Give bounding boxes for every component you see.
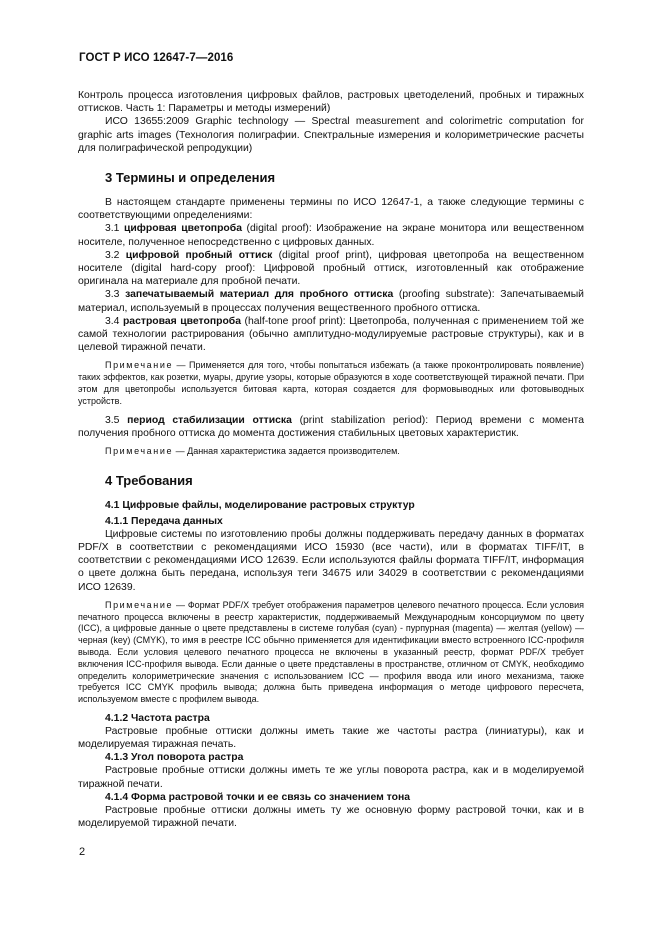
term-3-5 [78, 414, 584, 440]
term-number: 3.3 [105, 289, 126, 301]
term-3-3 [78, 288, 584, 314]
reference-continuation: Контроль процесса изготовления цифровых файлов, растровых цветоделений, пробных и тиражных оттисков. Часть 1: Параметры и методы измерений) [78, 90, 584, 115]
page-number: 2 [79, 846, 86, 858]
section-3-intro: В настоящем стандарте применены термины по ИСО 12647-1, а также следующие термины с соответствующими определениями: [78, 197, 584, 222]
term-definition: (half-tone proof print): Цветопроба, полученная с применением той же самой технологии растрирования (обычно амплитудно-модулируемые растровые структуры), как и в целевой тиражной печати. [78, 315, 584, 354]
note-label: Примечание [105, 599, 174, 610]
term-name: запечатываемый материал для пробного оттиска [125, 289, 394, 301]
term-number: 3.2 [105, 249, 126, 261]
section-3-heading: 3 Термины и определения [105, 170, 276, 186]
note-label: Примечание [105, 446, 174, 457]
note-3-5 [78, 446, 584, 458]
term-3-2 [78, 249, 584, 289]
term-number: 3.4 [105, 315, 123, 327]
note-text: — Формат PDF/X требует отображения параметров целевого печатного процесса. Если условия печатного процесса включены в реестр характеристик, поддерживаемый Международным консорциумом по цвету (ICC), а цифровые данные о цвете представлены в системе голубая (cyan) - пурпурная (magenta) — желтая (yellow) — черная (key) (CMYK), то имя в реестре ICC обычно применяется для идентификации вместо встроенного ICC-профиля вывода. Если условия целевого печатного процесса не включены в указанный реестр, формат PDF/X требует включения ICC-профиля вывода. Если данные о цвете представлены в пространстве, отличном от CMYK, необходимо определить колориметрические значения с использованием ICC — профиля ввода или иного механизма, также требуется ICC CMYK профиль вывода; должна быть приведена информация о методе цифрового пересчета, используемом вместе с профилем вывода. [78, 599, 584, 705]
note-4-1-1 [78, 600, 584, 706]
term-definition: (proofing substrate): Запечатываемый материал, используемый в процессах получения вещественного пробного оттиска. [78, 289, 584, 314]
term-name: цифровая цветопроба [124, 223, 242, 235]
term-name: растровая цветопроба [122, 315, 241, 327]
subsection-4-1-3-heading: 4.1.3 Угол поворота растра [105, 752, 244, 764]
note-3-4 [78, 360, 584, 407]
term-definition: (digital proof): Изображение на экране монитора или вещественном носителе, полученное непосредственно с цифровых данных. [78, 223, 585, 248]
term-name: цифровой пробный оттиск [125, 249, 273, 261]
term-3-4 [78, 315, 584, 355]
subsection-4-1-4-heading: 4.1.4 Форма растровой точки и ее связь со значением тона [105, 791, 411, 803]
note-text: — Применяется для того, чтобы попытаться избежать (а также проконтролировать появление) таких эффектов, как розетки, муары, другие узоры, которые образуются в ходе соответствующей тиражной печати. При этом для цветопробы используется битовая карта, которая создается для формовыводных или фотовыводных устройств. [78, 360, 584, 406]
note-text: — Данная характеристика задается производителем. [173, 446, 400, 457]
subsection-4-1-3-text: Растровые пробные оттиски должны иметь те же углы поворота растра, как и в моделируемой тиражной печати. [78, 765, 584, 790]
term-name: период стабилизации оттиска [127, 414, 292, 426]
subsection-4-1-1-text: Цифровые системы по изготовлению пробы должны поддерживать передачу данных в форматах PDF/X в соответствии с рекомендациями ИСО 15930 (все части), или в форматах TIFF/IT, в соответствии с рекомендациями ИСО 12639. Если используются файлы формата TIFF/IT, информация о цвете должна быть передана, используя теги 34675 или 34029 в соответствии с рекомендациями ИСО 12639. [78, 528, 584, 593]
subsection-4-1-4-text: Растровые пробные оттиски должны иметь ту же основную форму растровой точки, как и в моделируемой тиражной печати. [78, 804, 584, 830]
term-definition: (print stabilization period): Период времени с момента получения пробного оттиска до момента достижения стабильных цветовых характеристик. [78, 414, 584, 439]
document-header: ГОСТ Р ИСО 12647-7—2016 [79, 52, 234, 64]
subsection-4-1-heading: 4.1 Цифровые файлы, моделирование растровых структур [105, 499, 415, 511]
term-3-1 [78, 222, 584, 248]
term-number: 3.5 [105, 414, 128, 426]
note-label: Примечание [105, 360, 174, 371]
term-definition: (digital proof print), цифровая цветопроба на вещественном носителе (digital hard-copy proof): Цифровой пробный оттиск, изготовленный как отображение оригинала на материале для пробной печати. [78, 249, 584, 288]
section-4-heading: 4 Требования [105, 472, 193, 488]
subsection-4-1-2-heading: 4.1.2 Частота растра [105, 713, 210, 725]
document-body [78, 89, 584, 830]
term-number: 3.1 [105, 223, 125, 235]
subsection-4-1-2-text: Растровые пробные оттиски должны иметь такие же частоты растра (линиатуры), как и моделируемая тиражная печать. [78, 726, 584, 751]
subsection-4-1-1-heading: 4.1.1 Передача данных [105, 515, 223, 527]
reference-iso-13655: ИСО 13655:2009 Graphic technology — Spectral measurement and colorimetric computation for graphic arts images (Технология полиграфии. Спектральные измерения и колориметрические расчеты для полиграфической репродукции) [78, 116, 584, 154]
